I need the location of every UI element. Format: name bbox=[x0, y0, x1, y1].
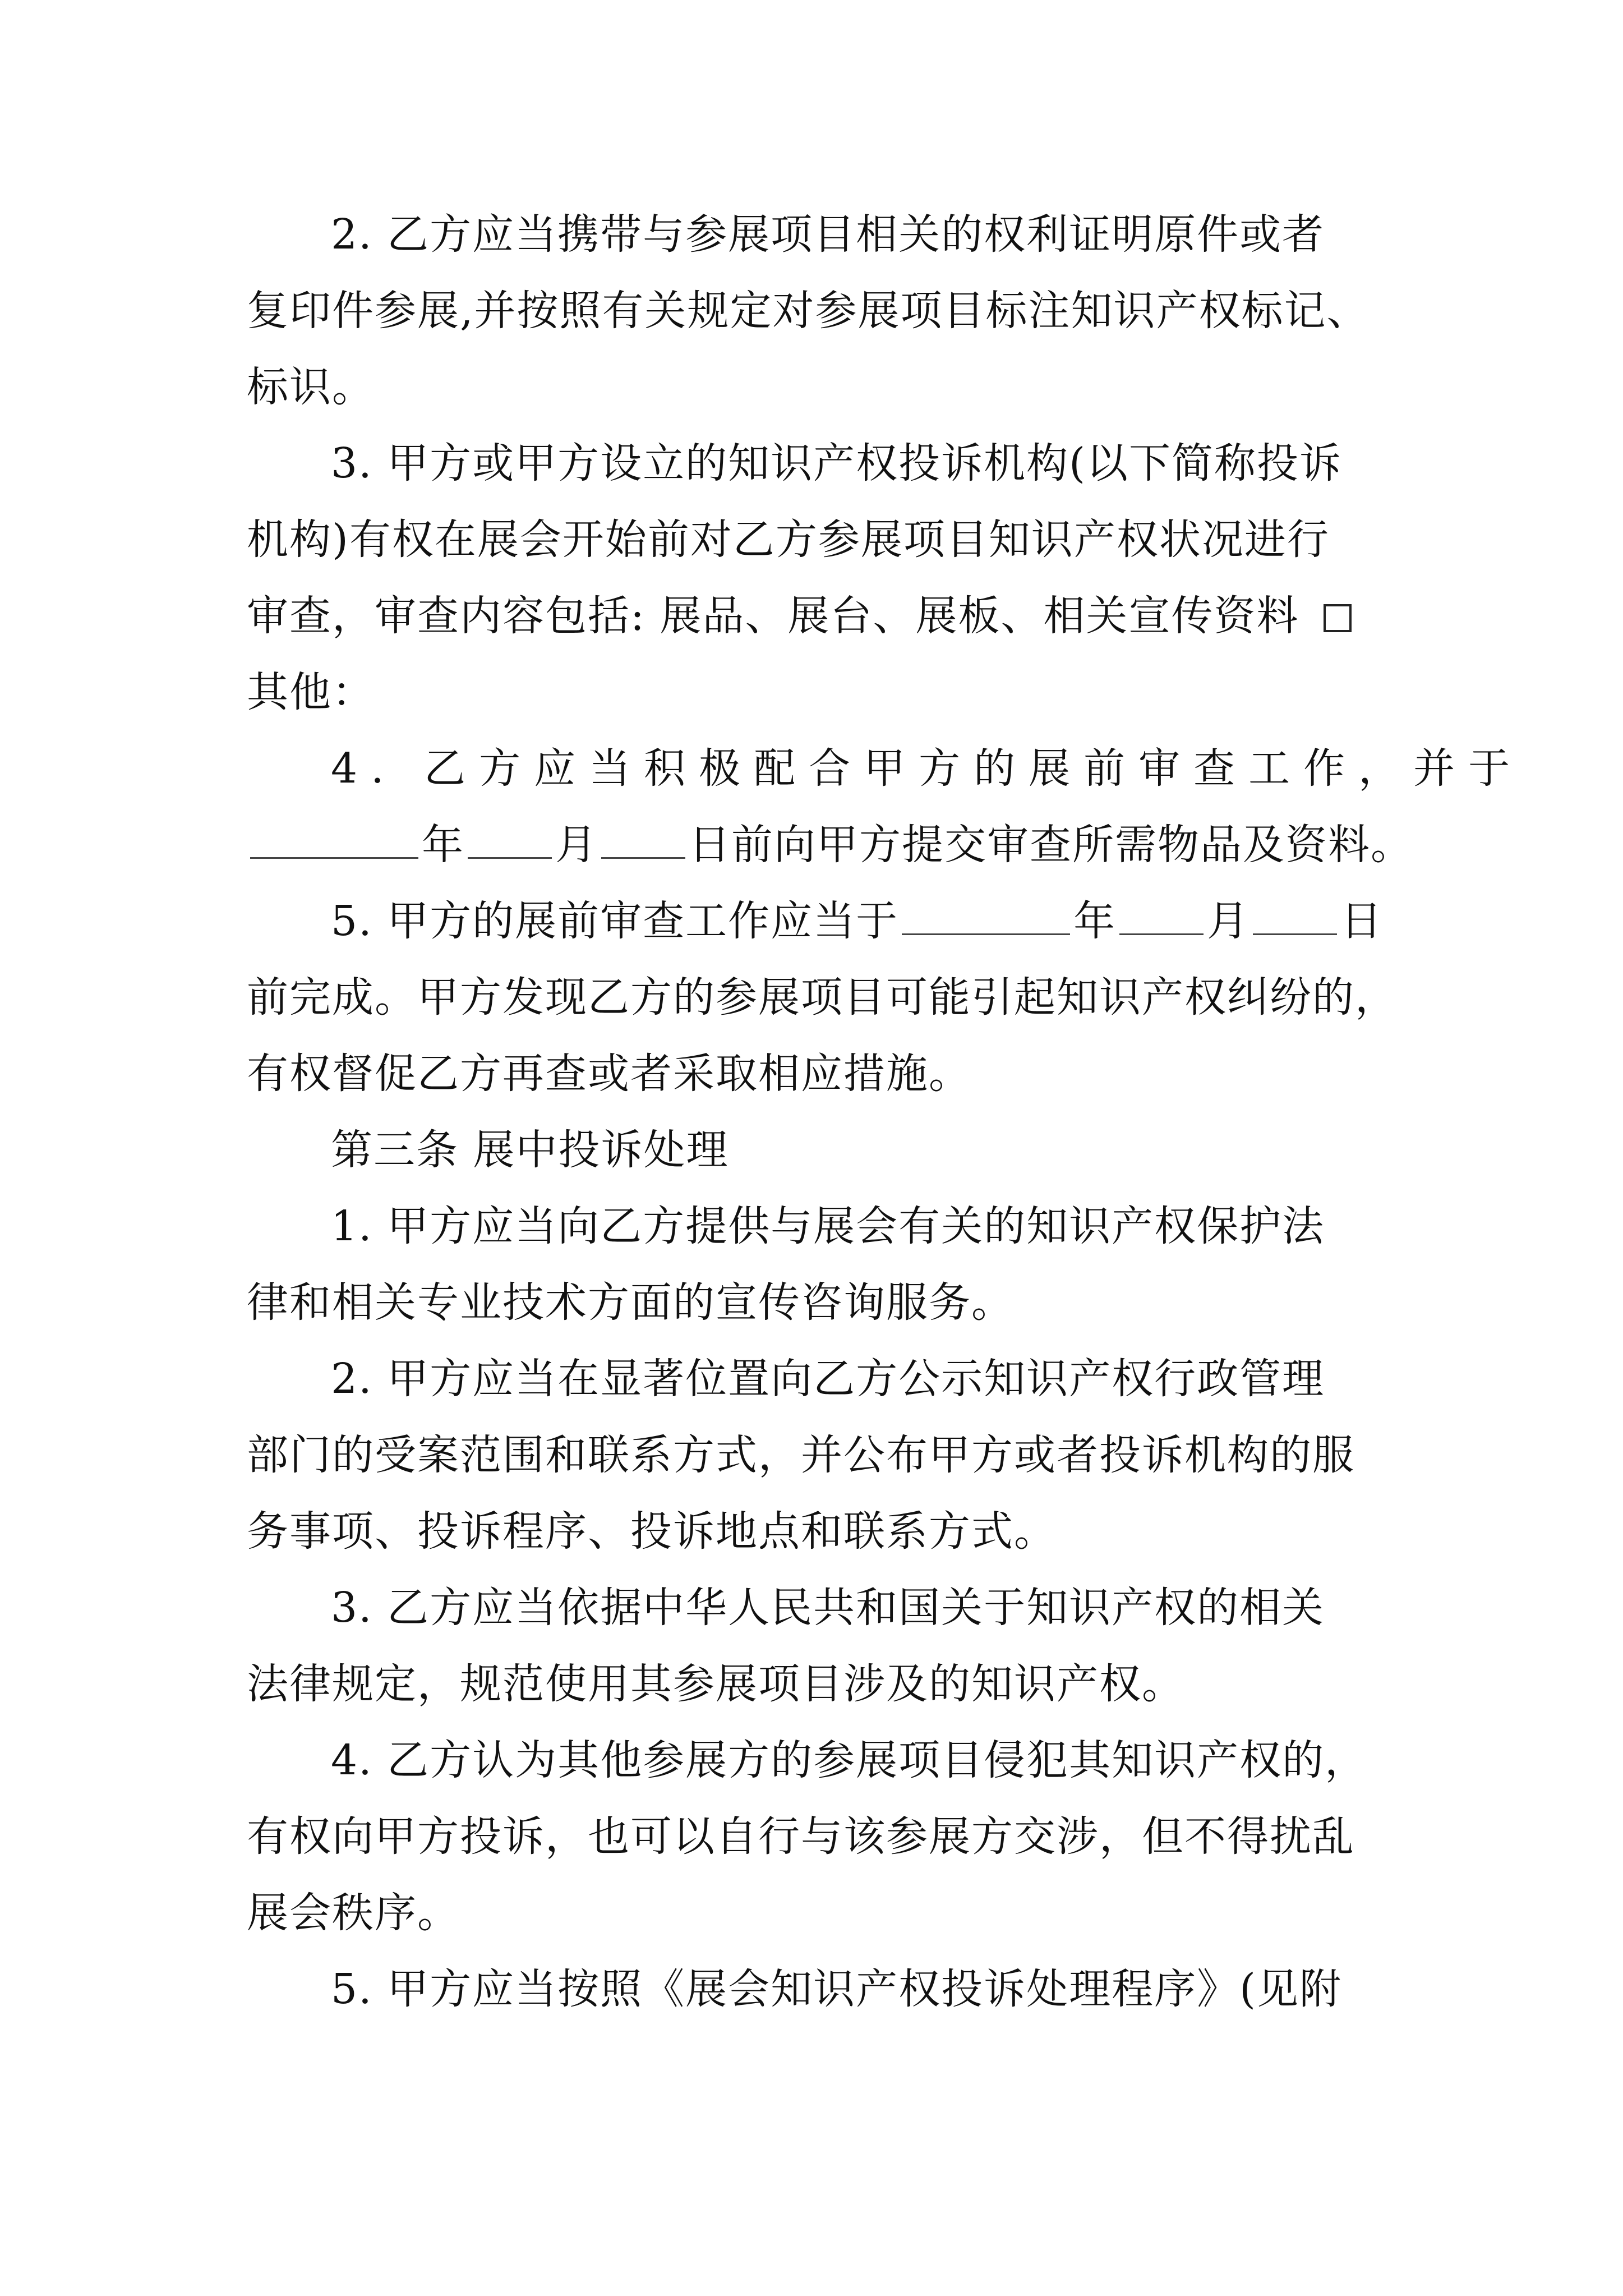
section-paragraph-1-line-2: 律和相关专业技术方面的宣传咨询服务。 bbox=[247, 1278, 1014, 1327]
paragraph-4-line-2 bbox=[247, 807, 1436, 883]
submission-day-blank[interactable] bbox=[601, 825, 685, 859]
section-paragraph-5-line-1: 5. 甲方应当按照《展会知识产权投诉处理程序》(见附 bbox=[331, 1965, 1342, 2013]
paragraph-2-line-2: 复印件参展,并按照有关规定对参展项目标注知识产权标记、 bbox=[247, 287, 1370, 335]
submission-year-blank[interactable] bbox=[250, 825, 418, 859]
submission-text: 日前向甲方提交审查所需物品及资料。 bbox=[689, 821, 1413, 869]
section-paragraph-2-line-3: 务事项、投诉程序、投诉地点和联系方式。 bbox=[247, 1507, 1057, 1556]
month-label: 月 bbox=[1207, 897, 1250, 945]
section-paragraph-3-line-2: 法律规定，规范使用其参展项目涉及的知识产权。 bbox=[247, 1660, 1184, 1708]
section-paragraph-4-line-1: 4. 乙方认为其他参展方的参展项目侵犯其知识产权的， bbox=[331, 1736, 1368, 1784]
paragraph-4-line-1: 4. 乙方应当积极配合甲方的展前审查工作，并于 bbox=[331, 744, 1524, 793]
document-body bbox=[247, 196, 1524, 2027]
paragraph-3-line-2: 机构)有权在展会开始前对乙方参展项目知识产权状况进行 bbox=[247, 516, 1330, 564]
section-heading: 第三条 展中投诉处理 bbox=[331, 1126, 729, 1174]
submission-month-blank[interactable] bbox=[468, 825, 552, 859]
section-paragraph-4-line-3: 展会秩序。 bbox=[247, 1889, 460, 1937]
paragraph-3-line-3 bbox=[247, 578, 1436, 654]
review-deadline-text: 5. 甲方的展前审查工作应当于 bbox=[331, 897, 899, 945]
section-paragraph-2-line-1: 2. 甲方应当在显著位置向乙方公示知识产权行政管理 bbox=[331, 1355, 1325, 1403]
review-year-blank[interactable] bbox=[902, 901, 1070, 935]
section-paragraph-4-line-2: 有权向甲方投诉，也可以自行与该参展方交涉，但不得扰乱 bbox=[247, 1812, 1355, 1861]
paragraph-2-line-1: 2. 乙方应当携带与参展项目相关的权利证明原件或者 bbox=[331, 210, 1325, 259]
section-paragraph-1-line-1: 1. 甲方应当向乙方提供与展会有关的知识产权保护法 bbox=[331, 1202, 1325, 1250]
paragraph-2-line-3: 标识。 bbox=[247, 363, 375, 411]
year-label: 年 bbox=[422, 821, 464, 869]
review-content-text: 审查，审查内容包括: 展品、展台、展板、相关宣传资料 bbox=[247, 592, 1299, 640]
review-day-blank[interactable] bbox=[1253, 901, 1337, 935]
month-label: 月 bbox=[555, 821, 598, 869]
section-paragraph-3-line-1: 3. 乙方应当依据中华人民共和国关于知识产权的相关 bbox=[331, 1584, 1325, 1632]
review-month-blank[interactable] bbox=[1119, 901, 1204, 935]
paragraph-3-line-4: 其他： bbox=[247, 668, 375, 716]
paragraph-5-line-3: 有权督促乙方再查或者采取相应措施。 bbox=[247, 1050, 971, 1098]
other-checkbox[interactable] bbox=[1324, 604, 1352, 632]
year-label: 年 bbox=[1073, 897, 1117, 945]
paragraph-5-line-1 bbox=[247, 883, 1436, 959]
day-label: 日 bbox=[1340, 897, 1384, 945]
paragraph-5-line-2: 前完成。甲方发现乙方的参展项目可能引起知识产权纠纷的， bbox=[247, 973, 1398, 1022]
paragraph-3-line-1: 3. 甲方或甲方设立的知识产权投诉机构(以下简称投诉 bbox=[331, 439, 1342, 487]
section-paragraph-2-line-2: 部门的受案范围和联系方式，并公布甲方或者投诉机构的服 bbox=[247, 1431, 1355, 1479]
